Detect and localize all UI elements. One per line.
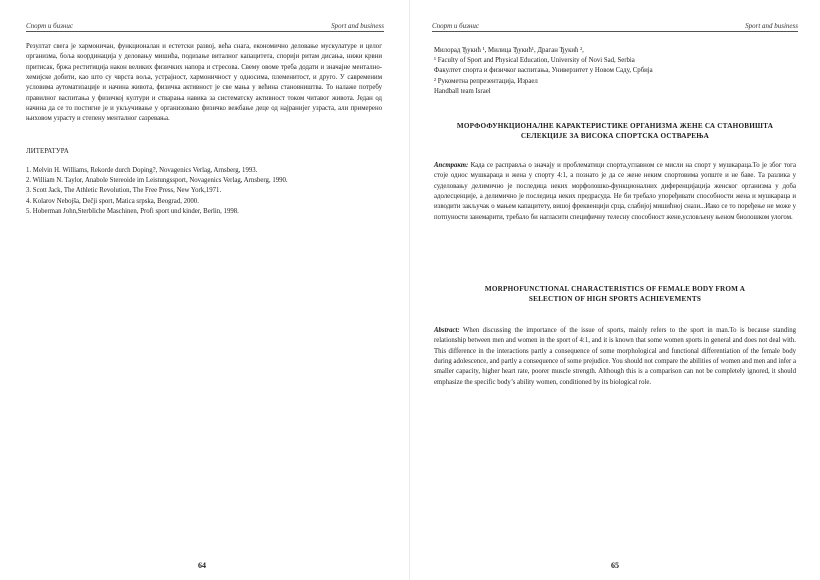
author-names: Милорад Ђукић ¹, Милица Ђукић¹, Драган Ђукић ², xyxy=(434,47,584,54)
references-list xyxy=(26,166,382,217)
article-title-english xyxy=(434,284,796,305)
reference-item: 3. Scott Jack, The Athletic Revolution, The Free Press, New York,1971. xyxy=(26,187,222,195)
abstract-text: Када се расправља о значају и проблематици спорта,углавном се мисли на спорт у мушкараца.То је због тога стоје однос мушкараца и жена у спорту 4:1, а познато је да се жене неким спортовима уопште и не баве. Та разлика у суделовању делимично је последица неких морфолошко-функционалних диференцијација женског организма у доба адолесценције, а делимично је последица неких предрасуда. Не би требало упоређивати способности жена и мушкараца и изводити закључак о мањем капацитету, вишој фреквенцији срца, слабијој мишићној снази...Иако се то поређење не може у потпуности занемарити, требало би нагласити специфичну телесну способност жене,условљену њеном биолошком улогом. xyxy=(434,162,796,221)
title-line: SELECTION OF HIGH SPORTS ACHIEVEMENTS xyxy=(528,295,702,304)
abstract-text: When discussing the importance of the issue of sports, mainly refers to the sport in man.To is because standing relationship between men and women in the sport of 4:1, and it is known that some women sports in general and does not deal with. This difference in the interactions partly a consequence of some morphological and functional differentiation of the female body during adolescence, and partly a consequence of some prejudice. You should not compare the abilities of women and men and infer a smaller capacity, higher heart rate, poorer muscle strength. Although this is a comparison can not be completely ignored, it should emphasize the specific body’s ability women, conditioned by its biological role. xyxy=(434,327,797,386)
article-title-serbian xyxy=(434,121,796,142)
author-affiliations xyxy=(434,46,794,97)
page-right xyxy=(410,0,820,580)
title-line: СЕЛЕКЦИЈЕ ЗА ВИСОКА СПОРТСКА ОСТВАРЕЊА xyxy=(520,132,710,141)
title-line: МОРФОФУНКЦИОНАЛНЕ КАРАКТЕРИСТИКЕ ОРГАНИЗМА ЖЕНЕ СА СТАНОВИШТА xyxy=(456,122,774,130)
references-heading: ЛИТЕРАТУРА xyxy=(26,148,69,155)
header-title-english: Sport and business xyxy=(745,22,798,30)
abstract-english xyxy=(434,326,796,388)
page-number: 64 xyxy=(198,561,206,570)
reference-item: 2. William N. Taylor, Anabole Stereoide im Leistungssport, Novagenics Verlag, Arnsberg, 1990. xyxy=(26,177,288,185)
abstract-label: Апстракт: xyxy=(434,162,469,169)
abstract-serbian xyxy=(434,161,796,223)
abstract-label: Abstract: xyxy=(434,327,460,334)
affiliation-line: Факултет спорта и физичког васпитања, Универзитет у Новом Саду, Србија xyxy=(434,67,653,75)
reference-item: 5. Hoberman John,Sterbliche Maschinen, Profi sport und kinder, Berlin, 1998. xyxy=(26,207,239,215)
reference-item: 4. Kolarov Nebojša, Dečji sport, Matica srpska, Beograd, 2000. xyxy=(26,197,199,205)
body-text-block xyxy=(26,42,382,125)
running-header xyxy=(432,16,798,32)
affiliation-line: ² Рукометна репрезентација, Израел xyxy=(434,77,538,85)
running-header xyxy=(26,16,384,32)
header-title-english: Sport and business xyxy=(331,22,384,30)
reference-item: 1. Melvin H. Williams, Rekorde durch Doping?, Novagenics Verlag, Arnsberg, 1993. xyxy=(26,167,258,174)
affiliation-line: Handball team Israel xyxy=(434,87,491,95)
body-paragraph: Резултат свега је хармоничан, функционалан и естетски развој, већа снага, економично деловање мускулатуре и целог организма, боља координација у деловању мишића, подизање виталног капацитета, спорији ритам дисања, нижи крвни притисак, бржа реститиција након великих физичких напора и стресова. Свему овоме треба додати и значајне ментално-хемијске добити, као што су чврста воља, устрајност, хармоничност у односима, племенитост, и друго. У савременим условима аутоматизације и начина живота, физичка активност је све мања у већина становништва. То налаже потребу правилног васпитања у физичкој култури и стварања навика за систематску активност током читавог живота. Један од начина да се то постигне је и укључивање у организовано физичко вежбање деце од најранијег узраста, али примерено њиховом узрасту и степену менталног сазревања. xyxy=(26,43,382,123)
page-number: 65 xyxy=(611,561,619,570)
header-title-serbian: Спорт и бизнис xyxy=(432,22,479,30)
affiliation-line: ¹ Faculty of Sport and Physical Education, University of Novi Sad, Serbia xyxy=(434,57,635,65)
title-line: MORPHOFUNCTIONAL CHARACTERISTICS OF FEMALE BODY FROM A xyxy=(484,285,746,293)
header-title-serbian: Спорт и бизнис xyxy=(26,22,73,30)
